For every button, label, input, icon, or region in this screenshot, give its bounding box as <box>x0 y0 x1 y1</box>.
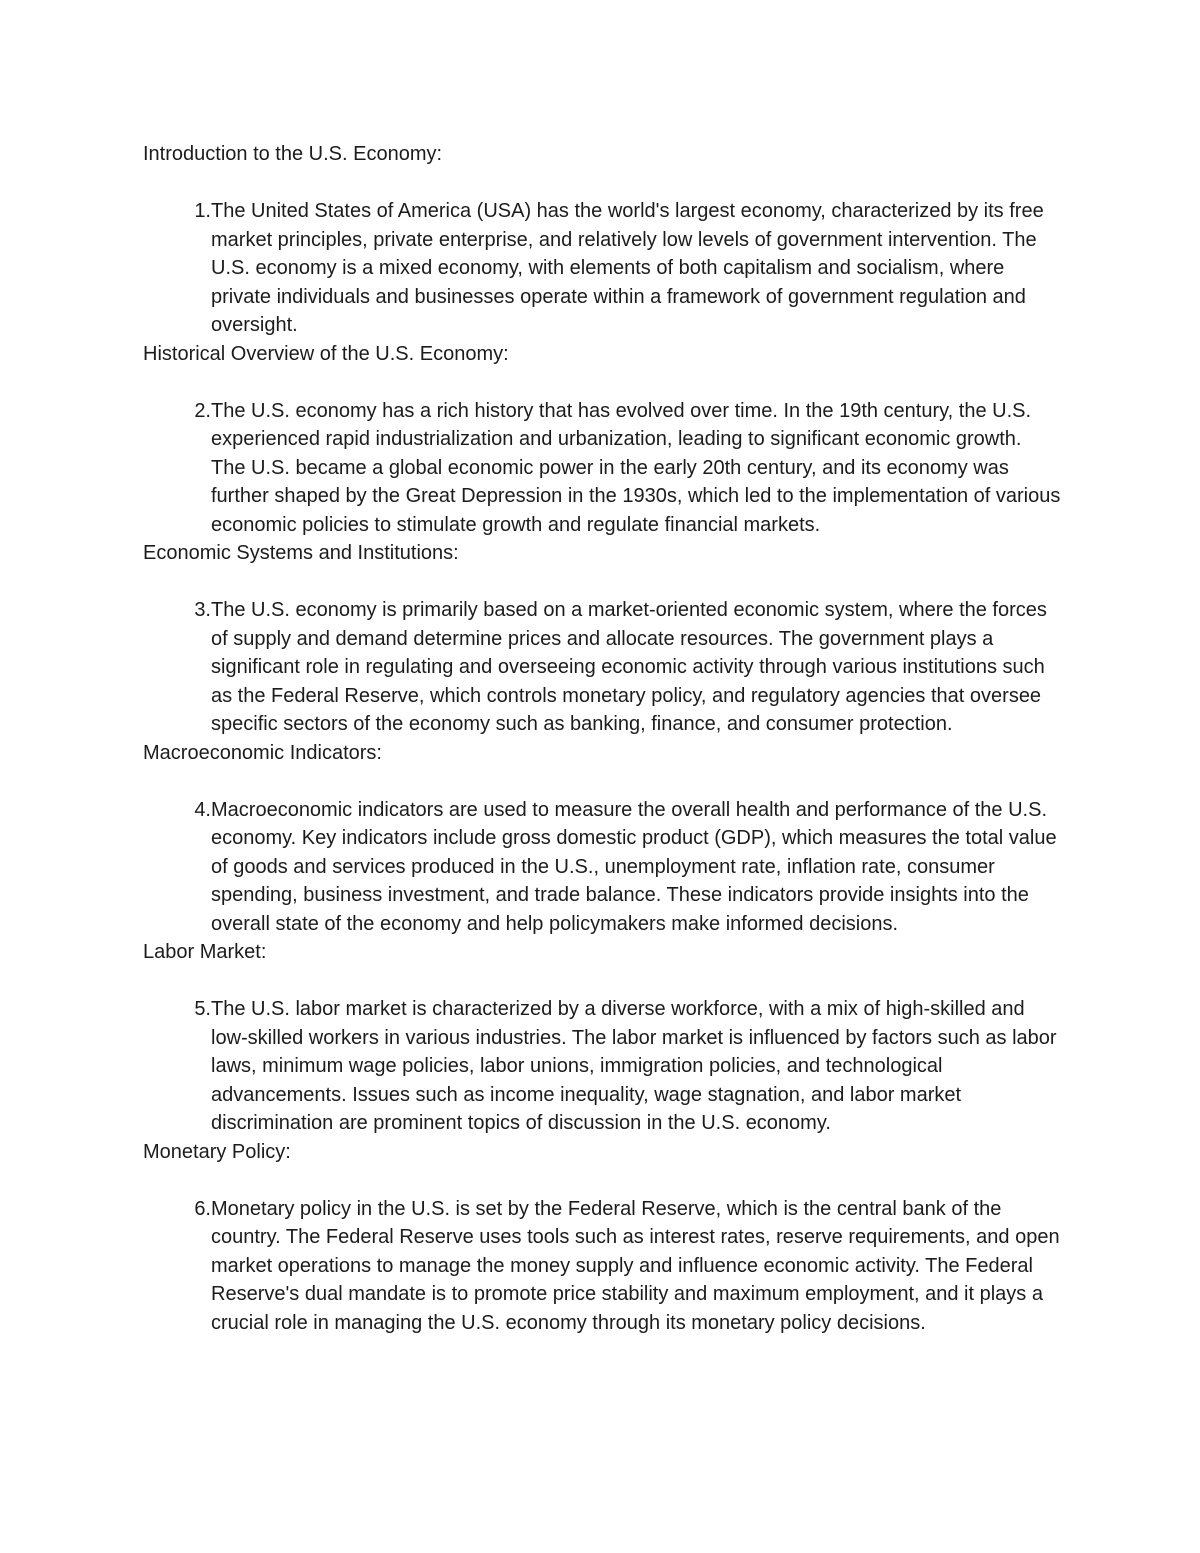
item-number: 6. <box>194 1197 211 1220</box>
section-heading: Introduction to the U.S. Economy: <box>143 143 443 165</box>
numbered-item <box>143 397 1083 540</box>
section-heading: Labor Market: <box>143 941 267 963</box>
section-economic-systems <box>143 539 1083 739</box>
numbered-item <box>143 1195 1083 1338</box>
numbered-item <box>143 596 1083 739</box>
item-number: 3. <box>194 599 211 621</box>
section-monetary-policy <box>143 1138 1083 1338</box>
item-number: 2. <box>194 399 211 422</box>
item-paragraph: Macroeconomic indicators are used to measure the overall health and performance of the U.S. economy. Key indicators include gross domestic product (GDP), which measures the total value of goods and services produced in the U.S., unemployment rate, inflation rate, consumer spending, business investment, and trade balance. These indicators provide insights into the overall state of the economy and help policymakers make informed decisions. <box>211 798 1057 935</box>
item-paragraph: The U.S. economy is primarily based on a market-oriented economic system, where the forces of supply and demand determine prices and allocate resources. The government plays a significant role in regulating and overseeing economic activity through various institutions such as the Federal Reserve, which controls monetary policy, and regulatory agencies that oversee specific sectors of the economy such as banking, finance, and consumer protection. <box>211 599 1047 735</box>
section-historical-overview <box>143 340 1083 540</box>
item-number: 5. <box>194 998 211 1020</box>
item-number: 1. <box>194 200 211 222</box>
document-body <box>143 140 1083 1337</box>
item-paragraph: Monetary policy in the U.S. is set by the Federal Reserve, which is the central bank of the country. The Federal Reserve uses tools such as interest rates, reserve requirements, and open market operations to manage the money supply and influence economic activity. The Federal Reserve's dual mandate is to promote price stability and maximum employment, and it plays a crucial role in managing the U.S. economy through its monetary policy decisions. <box>211 1197 1060 1334</box>
numbered-item <box>143 796 1083 939</box>
section-labor-market <box>143 938 1083 1138</box>
item-paragraph: The U.S. economy has a rich history that has evolved over time. In the 19th century, the U.S. experienced rapid industrialization and urbanization, leading to significant economic growth. The U.S. became a global economic power in the early 20th century, and its economy was further shaped by the Great Depression in the 1930s, which led to the implementation of various economic policies to stimulate growth and regulate financial markets. <box>211 399 1061 536</box>
item-number: 4. <box>194 798 211 821</box>
numbered-item <box>143 995 1083 1138</box>
numbered-item <box>143 197 1083 340</box>
section-macroeconomic-indicators <box>143 739 1083 939</box>
item-paragraph: The United States of America (USA) has the world's largest economy, characterized by its free market principles, private enterprise, and relatively low levels of government intervention. The U.S. economy is a mixed economy, with elements of both capitalism and socialism, where private individuals and businesses operate within a framework of government regulation and oversight. <box>211 200 1044 336</box>
section-introduction <box>143 140 1083 340</box>
item-paragraph: The U.S. labor market is characterized by a diverse workforce, with a mix of high-skilled and low-skilled workers in various industries. The labor market is influenced by factors such as labor laws, minimum wage policies, labor unions, immigration policies, and technological advancements. Issues such as income inequality, wage stagnation, and labor market discrimination are prominent topics of discussion in the U.S. economy. <box>211 998 1057 1134</box>
section-heading: Economic Systems and Institutions: <box>143 542 459 564</box>
section-heading: Macroeconomic Indicators: <box>143 741 382 764</box>
section-heading: Historical Overview of the U.S. Economy: <box>143 342 509 365</box>
section-heading: Monetary Policy: <box>143 1140 291 1163</box>
